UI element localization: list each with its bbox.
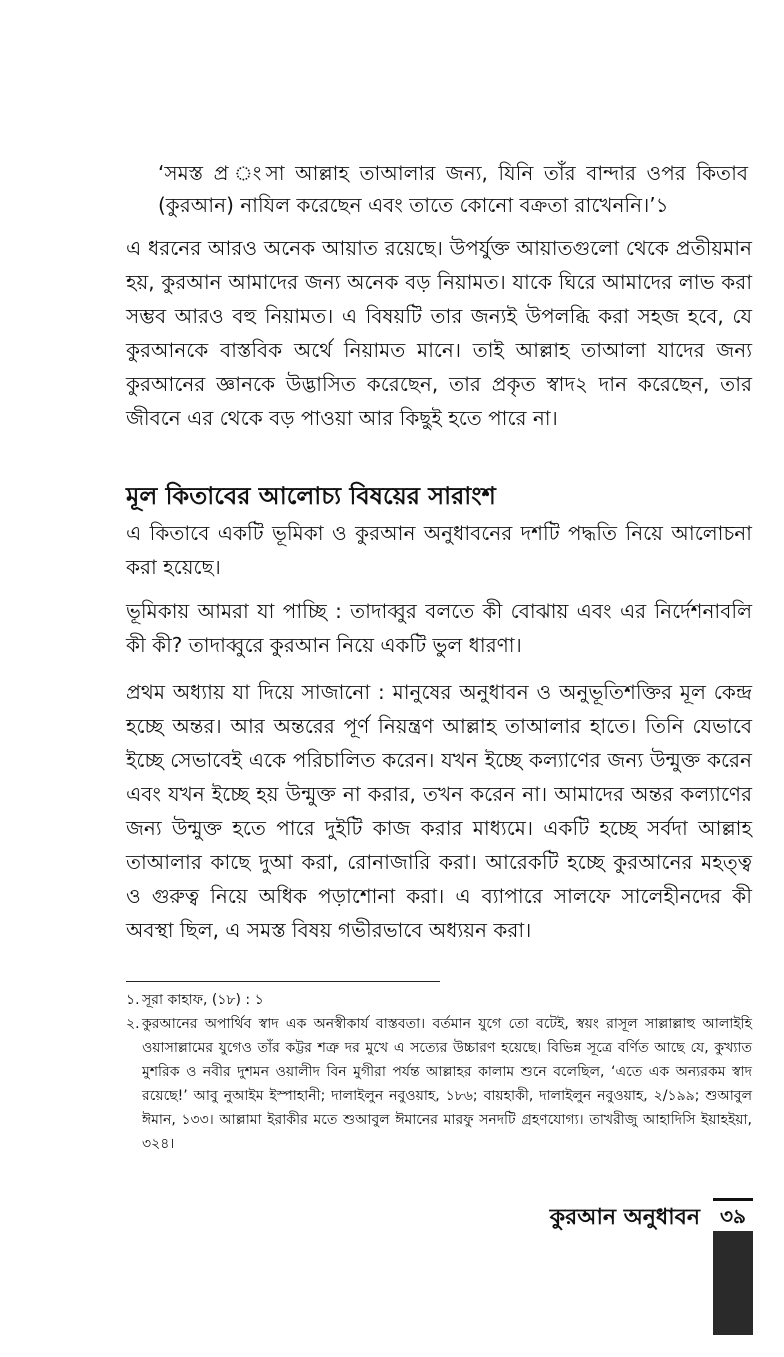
footnote-divider bbox=[126, 981, 440, 982]
chapter-thumb-tab bbox=[713, 1231, 753, 1335]
paragraph-introduction: ভূমিকায় আমরা যা পাচ্ছি : তাদাব্বুর বলতে কী বোঝায় এবং এর নির্দেশনাবলি কী কী? তাদাব্বুরে কুরআন নিয়ে একটি ভুল ধারণা। bbox=[126, 599, 752, 657]
footnote-number: ১. bbox=[126, 992, 140, 1008]
footnote-text: সূরা কাহাফ, (১৮) : ১ bbox=[142, 992, 264, 1008]
running-footer-title: কুরআন অনুধাবন bbox=[549, 1205, 700, 1230]
footnote-number: ২. bbox=[126, 1016, 140, 1032]
footnotes bbox=[126, 988, 752, 1156]
footnote-text: কুরআনের অপার্থিব স্বাদ এক অনস্বীকার্য বাস্তবতা। বর্তমান যুগে তো বটেই, স্বয়ং রাসূল সাল্লাল্লাহু আলাইহি ওয়াসাল্লামের যুগেও তাঁর কট্টর শত্রু দর মুখে এ সত্যের উচ্চারণ হয়েছে। বিভিন্ন সূত্রে বর্ণিত আছে যে, কুখ্যাত মুশরিক ও নবীর দুশমন ওয়ালীদ বিন মুগীরা পর্যন্ত আল্লাহর কালাম শুনে বলেছিল, ‘এতে এক অন্যরকম স্বাদ রয়েছে!’ আবু নুআইম ইস্পাহানী; দালাইলুন নবুওয়াহ, ১৮৬; বায়হাকী, দালাইলুন নবুওয়াহ, ২/১৯৯; শুআবুল ঈমান, ১৩৩। আল্লামা ইরাকীর মতে শুআবুল ঈমানের মারফু সনদটি গ্রহণযোগ্য। তাখরীজু আহাদিসি ইয়াহইয়া, ৩২৪। bbox=[142, 1016, 752, 1152]
section-heading: মূল কিতাবের আলোচ্য বিষয়ের সারাংশ bbox=[126, 482, 496, 510]
paragraph-blessing: এ ধরনের আরও অনেক আয়াত রয়েছে। উপর্যুক্ত আয়াতগুলো থেকে প্রতীয়মান হয়, কুরআন আমাদের জন্য অনেক বড় নিয়ামত। যাকে ঘিরে আমাদের লাভ করা সম্ভব আরও বহু নিয়ামত। এ বিষয়টি তার জন্যই উপলব্ধি করা সহজ হবে, যে কুরআনকে বাস্তবিক অর্থে নিয়ামত মানে। তাই আল্লাহ তাআলা যাদের জন্য কুরআনের জ্ঞানকে উদ্ভাসিত করেছেন, তার প্রকৃত স্বাদ২ দান করেছেন, তার জীবনে এর থেকে বড় পাওয়া আর কিছুই হতে পারে না। bbox=[126, 236, 752, 430]
footnote-item bbox=[126, 988, 752, 1012]
quran-verse-quote: ‘সমস্ত প্র ংসা আল্লাহ তাআলার জন্য, যিনি তাঁর বান্দার ওপর কিতাব (কুরআন) নাযিল করেছেন এবং তাতে কোনো বক্রতা রাখেননি।’১ bbox=[158, 161, 748, 217]
footnote-item bbox=[126, 1012, 752, 1156]
paragraph-chapter-one: প্রথম অধ্যায় যা দিয়ে সাজানো : মানুষের অনুধাবন ও অনুভূতিশক্তির মূল কেন্দ্র হচ্ছে অন্তর। আর অন্তরের পূর্ণ নিয়ন্ত্রণ আল্লাহ তাআলার হাতে। তিনি যেভাবে ইচ্ছে সেভাবেই একে পরিচালিত করেন। যখন ইচ্ছে কল্যাণের জন্য উন্মুক্ত করেন এবং যখন ইচ্ছে হয় উন্মুক্ত না করার, তখন করেন না। আমাদের অন্তর কল্যাণের জন্য উন্মুক্ত হতে পারে দুইটি কাজ করার মাধ্যমে। একটি হচ্ছে সর্বদা আল্লাহ তাআলার কাছে দুআ করা, রোনাজারি করা। আরেকটি হচ্ছে কুরআনের মহত্ত্ব ও গুরুত্ব নিয়ে অধিক পড়াশোনা করা। এ ব্যাপারে সালফে সালেহীনদের কী অবস্থা ছিল, এ সমস্ত বিষয় গভীরভাবে অধ্যয়ন করা। bbox=[126, 680, 752, 942]
paragraph-overview: এ কিতাবে একটি ভূমিকা ও কুরআন অনুধাবনের দশটি পদ্ধতি নিয়ে আলোচনা করা হয়েছে। bbox=[126, 521, 752, 579]
page-number: ৩৯ bbox=[713, 1198, 753, 1231]
